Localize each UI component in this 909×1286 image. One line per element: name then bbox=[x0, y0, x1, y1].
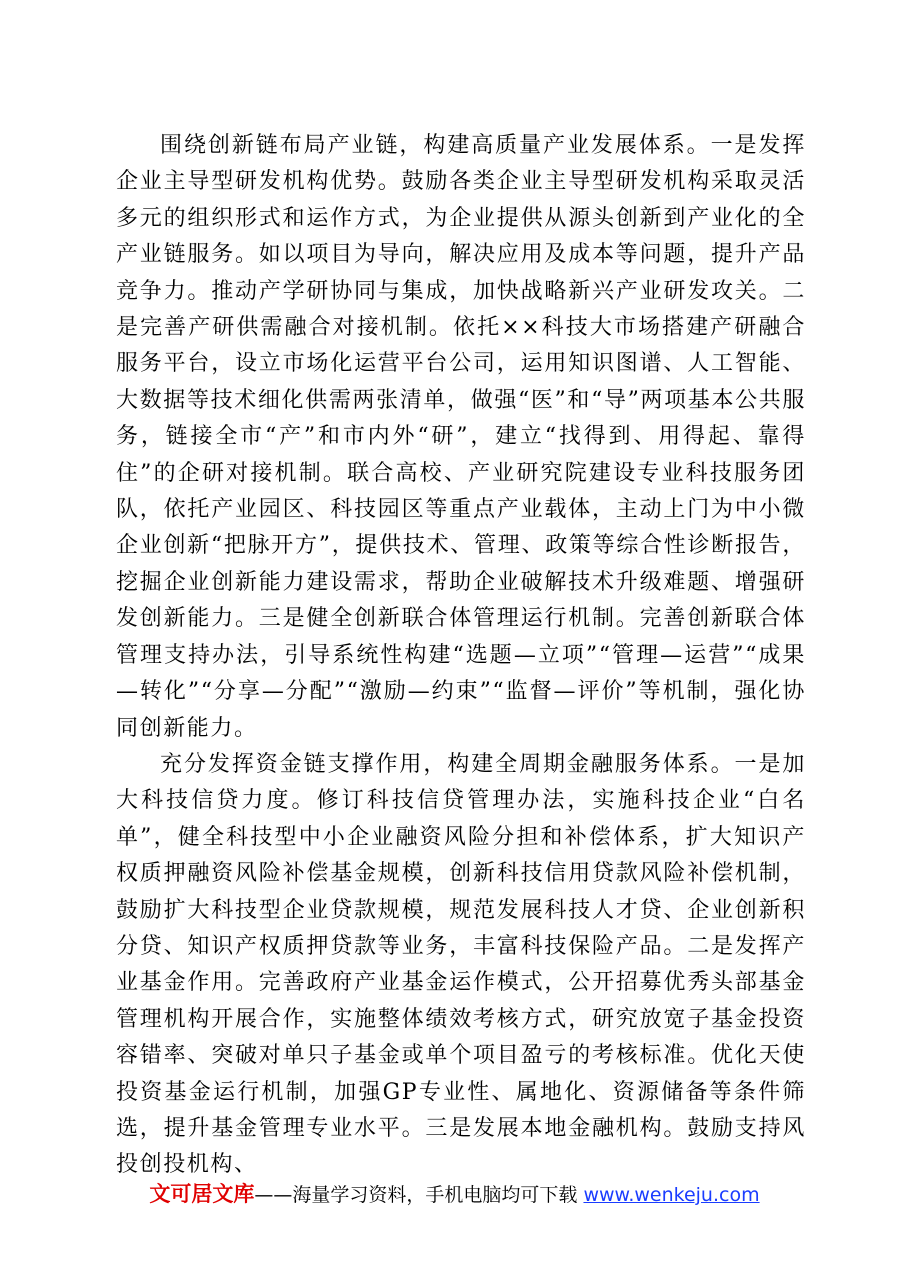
footer-banner bbox=[0, 1180, 909, 1209]
footer-brand: 文可居文库 bbox=[149, 1182, 255, 1206]
footer-tagline: ——海量学习资料，手机电脑均可下载 bbox=[254, 1184, 578, 1206]
document-body bbox=[116, 128, 806, 1184]
footer-website-link[interactable]: www.wenkeju.com bbox=[583, 1184, 760, 1206]
paragraph-innovation-chain: 围绕创新链布局产业链，构建高质量产业发展体系。一是发挥企业主导型研发机构优势。鼓励各类企业主导型研发机构采取灵活多元的组织形式和运作方式，为企业提供从源头创新到产业化的全产业链服务。如以项目为导向，解决应用及成本等问题，提升产品竞争力。推动产学研协同与集成，加快战略新兴产业研发攻关。二是完善产研供需融合对接机制。依托××科技大市场搭建产研融合服务平台，设立市场化运营平台公司，运用知识图谱、人工智能、大数据等技术细化供需两张清单，做强“医”和“导”两项基本公共服务，链接全市“产”和市内外“研”，建立“找得到、用得起、靠得住”的企研对接机制。联合高校、产业研究院建设专业科技服务团队，依托产业园区、科技园区等重点产业载体，主动上门为中小微企业创新“把脉开方”，提供技术、管理、政策等综合性诊断报告，挖掘企业创新能力建设需求，帮助企业破解技术升级难题、增强研发创新能力。三是健全创新联合体管理运行机制。完善创新联合体管理支持办法，引导系统性构建“选题—立项”“管理—运营”“成果—转化”“分享—分配”“激励—约束”“监督—评价”等机制，强化协同创新能力。 bbox=[116, 133, 806, 741]
paragraph-capital-chain: 充分发挥资金链支撑作用，构建全周期金融服务体系。一是加大科技信贷力度。修订科技信贷管理办法，实施科技企业“白名单”，健全科技型中小企业融资风险分担和补偿体系，扩大知识产权质押融资风险补偿基金规模，创新科技信用贷款风险补偿机制，鼓励扩大科技型企业贷款规模，规范发展科技人才贷、企业创新积分贷、知识产权质押贷款等业务，丰富科技保险产品。二是发挥产业基金作用。完善政府产业基金运作模式，公开招募优秀头部基金管理机构开展合作，实施整体绩效考核方式，研究放宽子基金投资容错率、突破对单只子基金或单个项目盈亏的考核标准。优化天使投资基金运行机制，加强GP专业性、属地化、资源储备等条件筛选，提升基金管理专业水平。三是发展本地金融机构。鼓励支持风投创投机构、 bbox=[116, 751, 806, 1178]
